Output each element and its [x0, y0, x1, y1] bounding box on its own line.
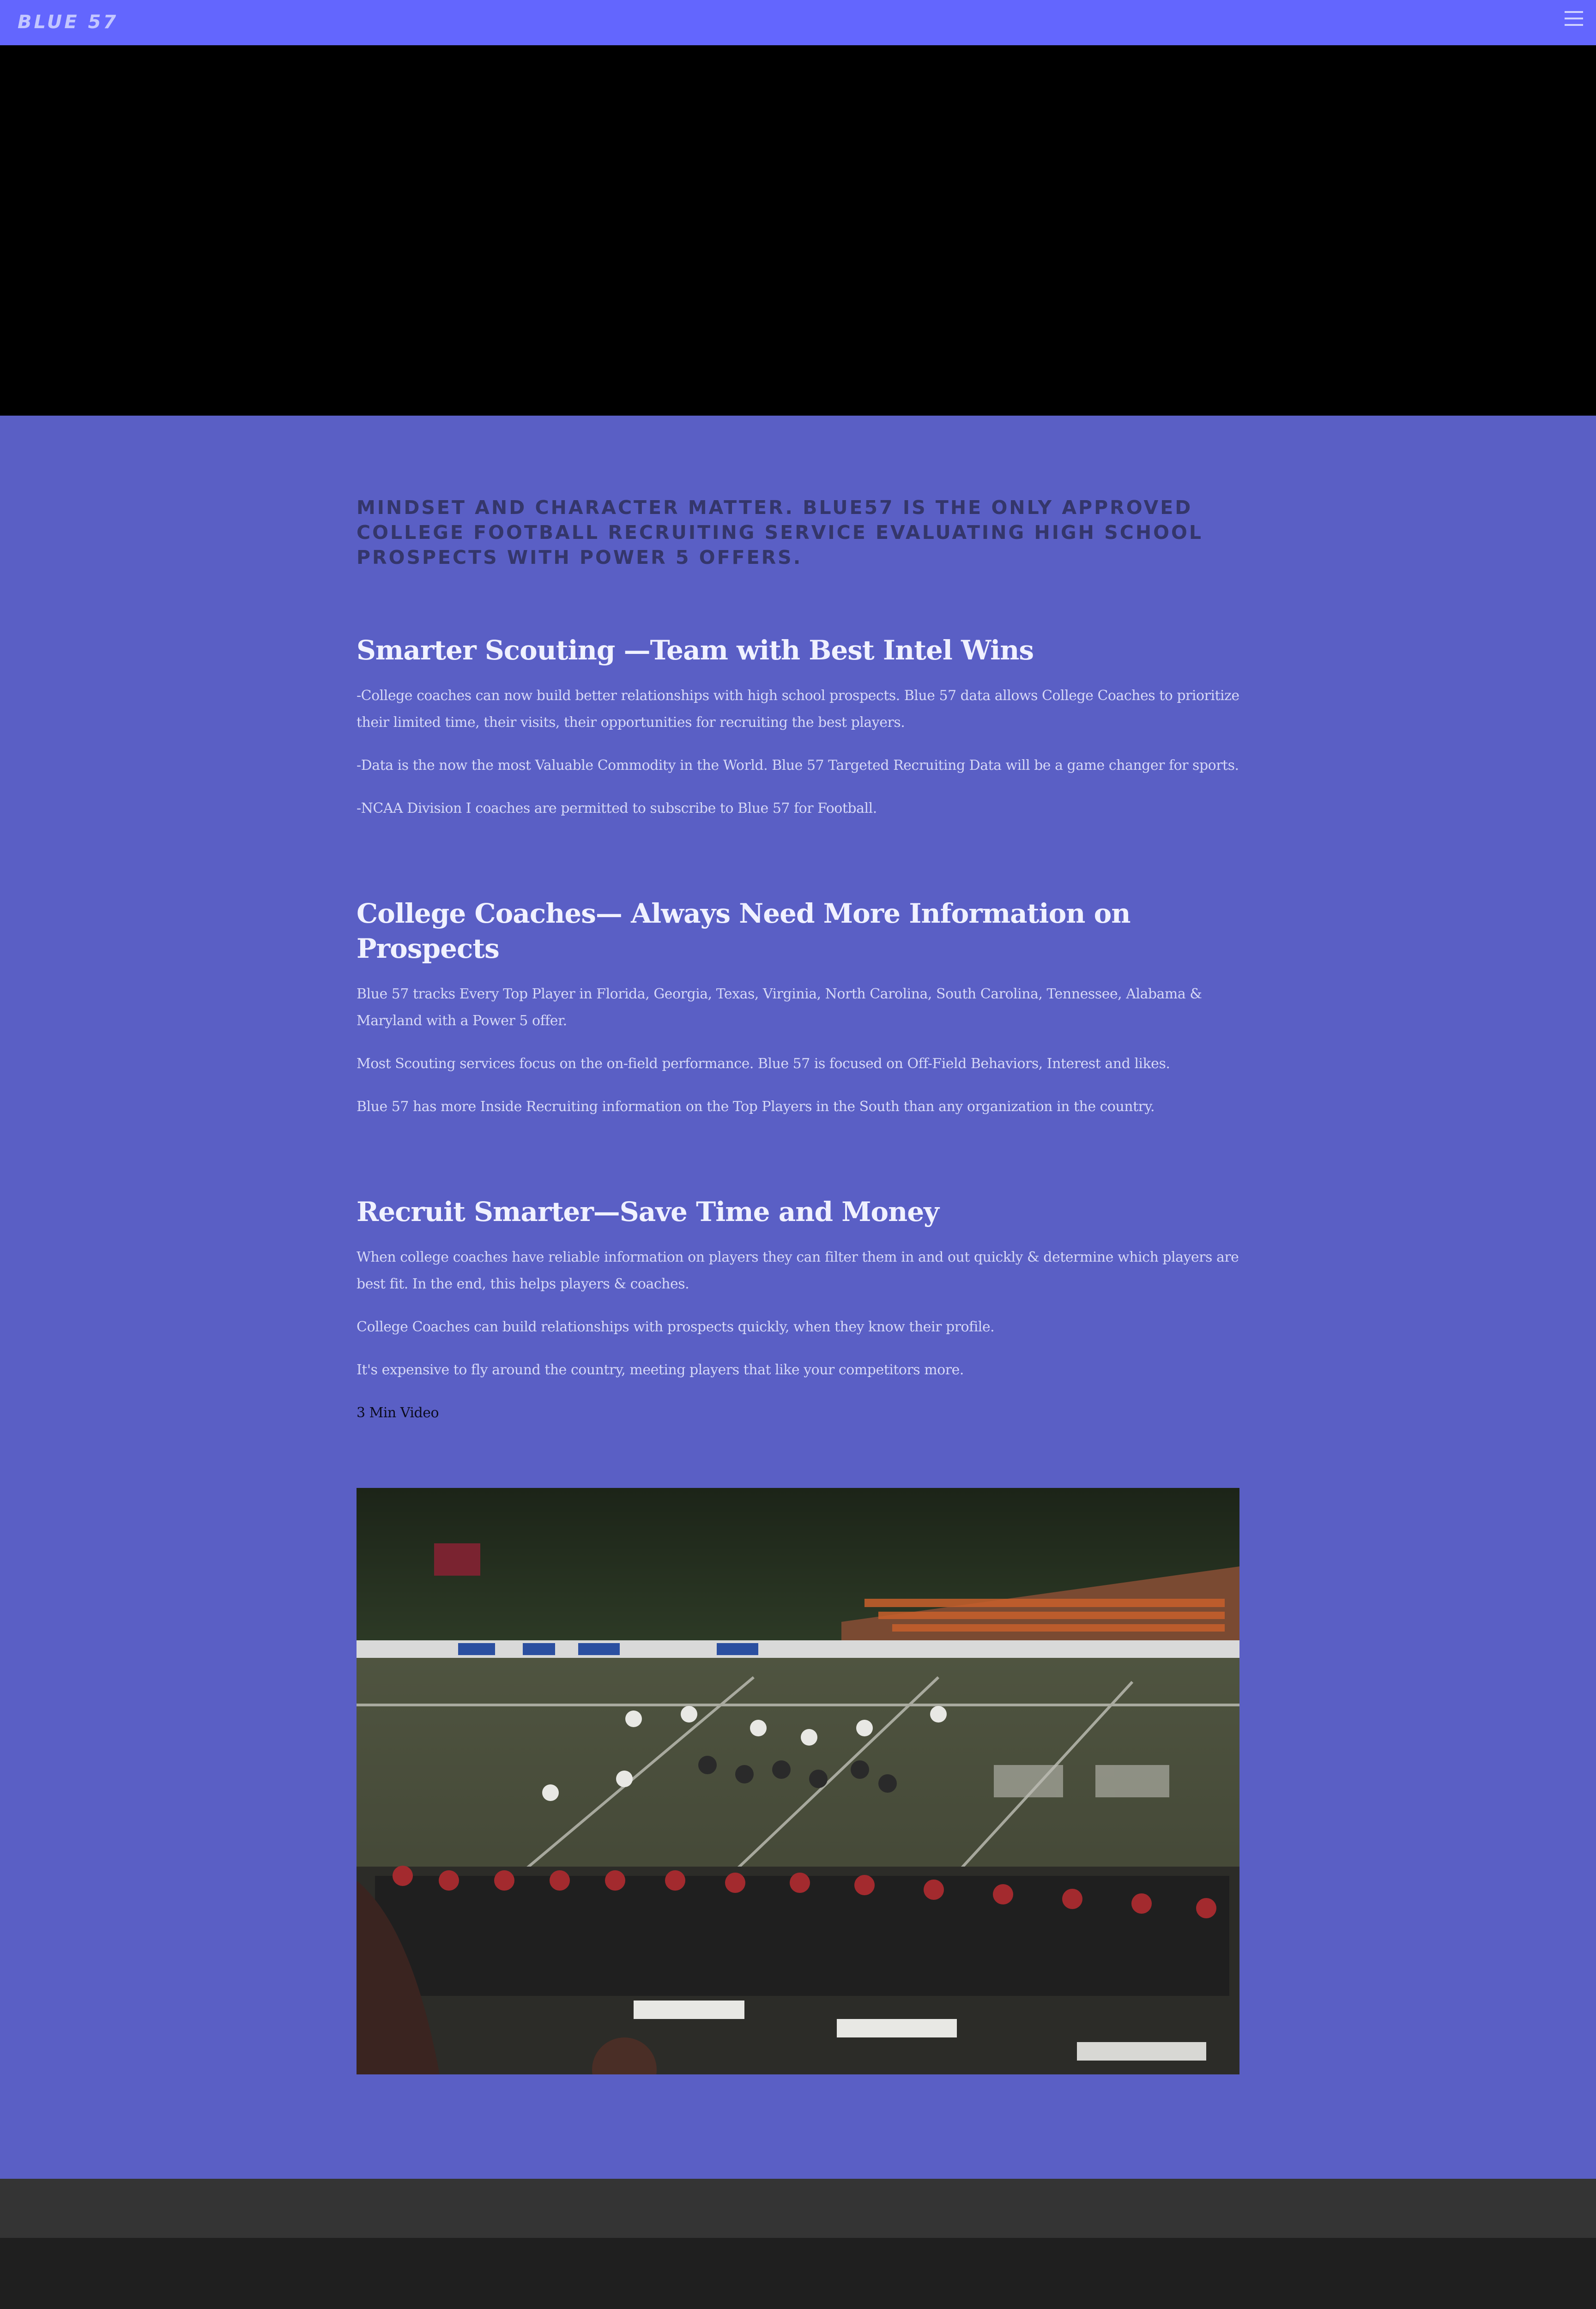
- section-paragraph: -College coaches can now build better relationships with high school prospects. Blue 57 data allows College Coaches to prioritize their limited time, their visits, their opportunities for recruiting the best players.: [357, 688, 1239, 731]
- main-content: [357, 495, 1239, 1427]
- pre-footer-band: [0, 2179, 1596, 2238]
- section-paragraph: Blue 57 tracks Every Top Player in Florida, Georgia, Texas, Virginia, North Carolina, South Carolina, Tennessee, Alabama & Maryland with a Power 5 offer.: [357, 986, 1202, 1029]
- section-heading: Smarter Scouting —Team with Best Intel Wins: [357, 635, 1034, 666]
- menu-line: [1565, 11, 1583, 13]
- site-logo[interactable]: BLUE 57: [18, 12, 119, 33]
- section-paragraph: When college coaches have reliable information on players they can filter them in and out quickly & determine which players are best fit. In the end, this helps players & coaches.: [357, 1249, 1239, 1292]
- hero-video-banner[interactable]: [0, 45, 1596, 416]
- section-paragraph: Blue 57 has more Inside Recruiting information on the Top Players in the South than any organization in the country.: [357, 1099, 1155, 1115]
- section-heading: College Coaches— Always Need More Information on Prospects: [357, 898, 1130, 964]
- football-field-image: [357, 1488, 1239, 2074]
- video-link[interactable]: 3 Min Video: [357, 1405, 439, 1421]
- intro-statement: MINDSET AND CHARACTER MATTER. BLUE57 IS THE ONLY APPROVED COLLEGE FOOTBALL RECRUITING SERVICE EVALUATING HIGH SCHOOL PROSPECTS WITH POWER 5 OFFERS.: [357, 496, 1203, 568]
- section-paragraph: -Data is the now the most Valuable Commodity in the World. Blue 57 Targeted Recruiting Data will be a game changer for sports.: [357, 757, 1239, 774]
- section-paragraph: College Coaches can build relationships with prospects quickly, when they know their profile.: [357, 1319, 995, 1335]
- site-header: [0, 0, 1596, 45]
- menu-line: [1565, 18, 1583, 19]
- section-heading: Recruit Smarter—Save Time and Money: [357, 1196, 939, 1227]
- hamburger-menu-icon[interactable]: [1563, 8, 1586, 30]
- menu-line: [1565, 24, 1583, 26]
- section-paragraph: -NCAA Division I coaches are permitted to subscribe to Blue 57 for Football.: [357, 800, 877, 816]
- football-game-photo: [357, 1488, 1239, 2074]
- section-paragraph: Most Scouting services focus on the on-field performance. Blue 57 is focused on Off-Field Behaviors, Interest and likes.: [357, 1056, 1170, 1072]
- section-paragraph: It's expensive to fly around the country, meeting players that like your competitors more.: [357, 1362, 964, 1378]
- site-footer: [0, 2238, 1596, 2309]
